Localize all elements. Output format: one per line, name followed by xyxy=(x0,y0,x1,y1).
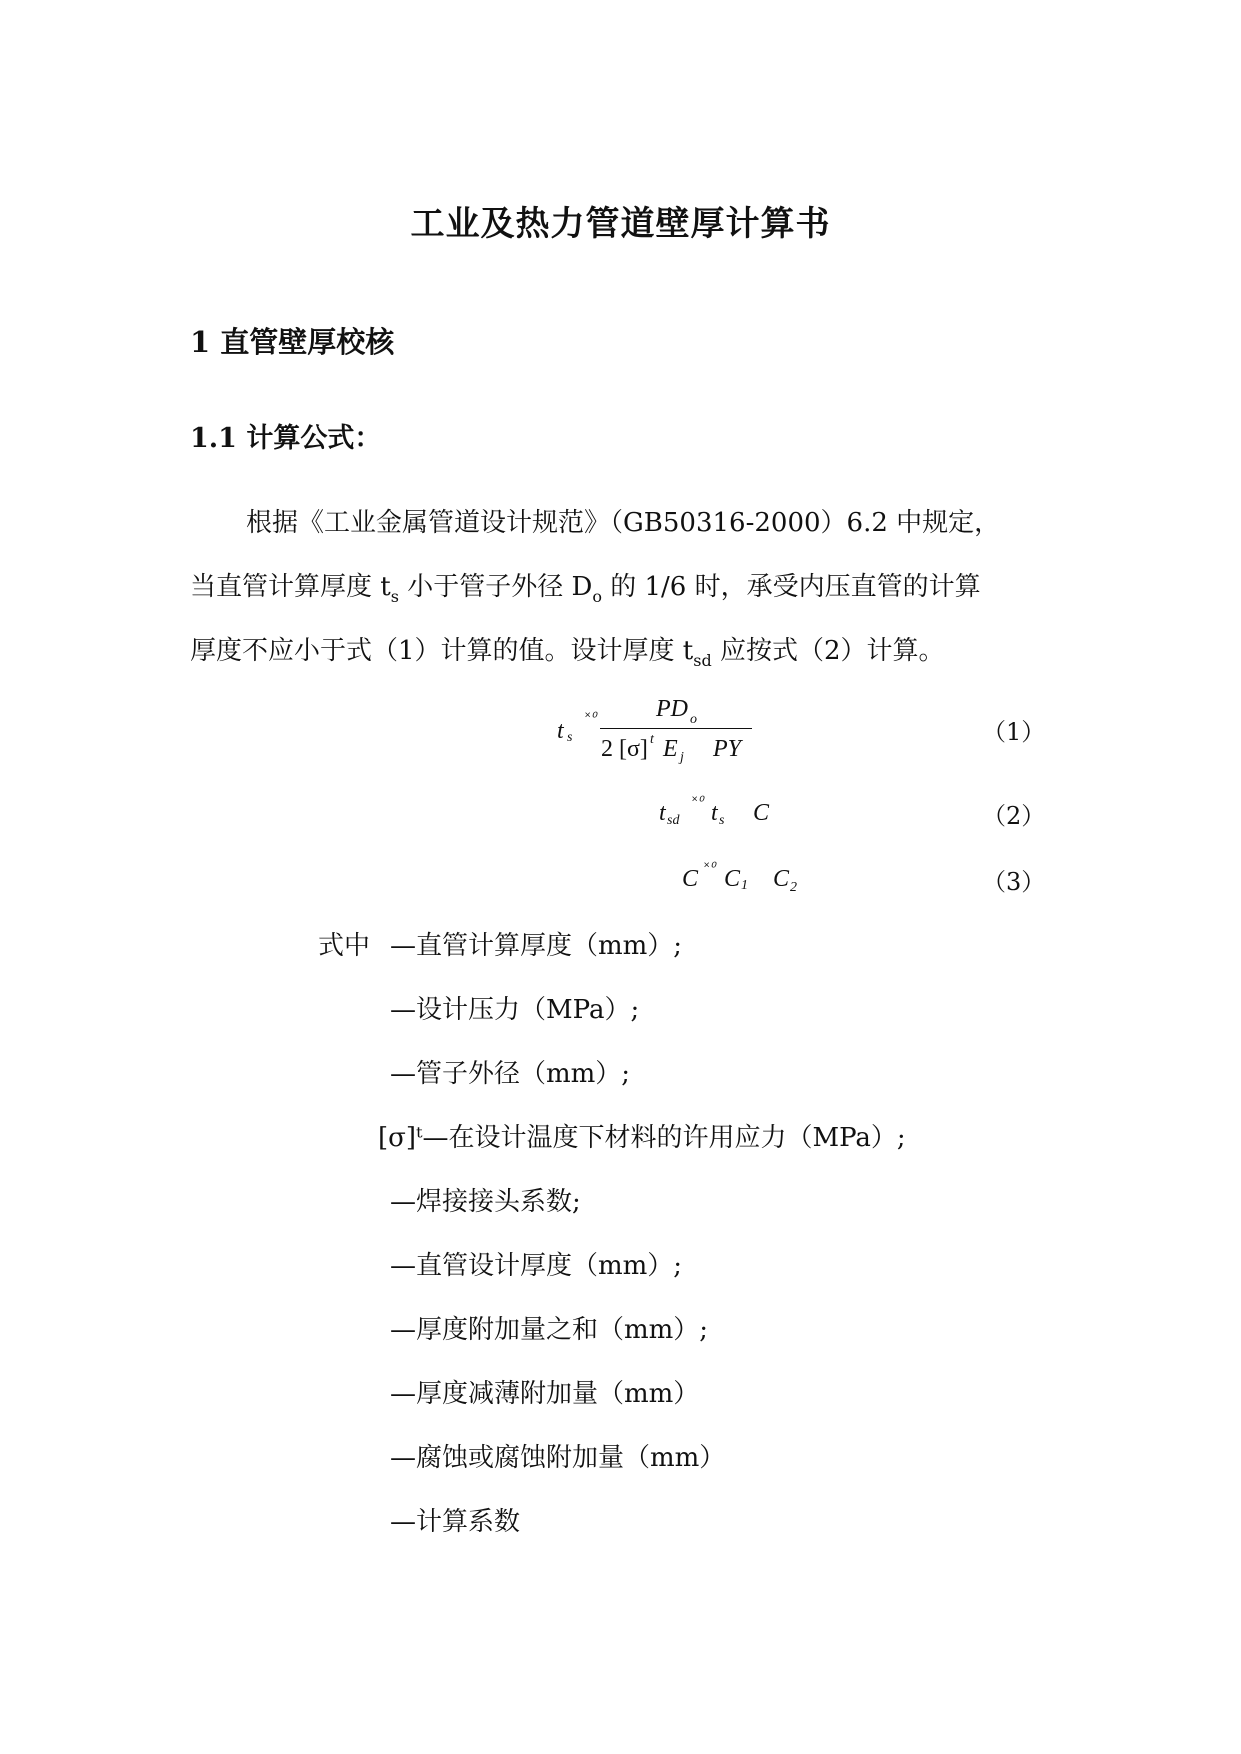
eq3-rhs-2-sub: 2 xyxy=(790,880,797,895)
definition-item: —厚度附加量之和（mm）; xyxy=(390,1315,709,1345)
subscript: o xyxy=(592,587,602,606)
eq1-denominator-sup: t xyxy=(650,732,654,747)
definition-item: —计算系数 xyxy=(390,1507,521,1537)
definition-item: —设计压力（MPa）; xyxy=(390,995,640,1025)
eq1-equals-mark: ˟⁰ xyxy=(585,711,596,726)
eq2-rhs-2: C xyxy=(753,800,770,826)
eq3-rhs-1-sub: 1 xyxy=(741,878,748,893)
definition-item: —厚度减薄附加量（mm） xyxy=(390,1379,700,1409)
intro-text: 当直管计算厚度 t xyxy=(190,572,391,602)
definitions-lead: 式中 xyxy=(318,931,371,961)
document-title: 工业及热力管道壁厚计算书 xyxy=(410,204,831,244)
section-heading-1: 1 直管壁厚校核 xyxy=(190,325,395,359)
intro-line-1: 根据《工业金属管道设计规范》（GB50316-2000）6.2 中规定， xyxy=(246,508,1001,538)
intro-text: 厚度不应小于式（1）计算的值。设计厚度 t xyxy=(190,636,694,666)
definition-item: [σ]ᵗ—在设计温度下材料的许用应力（MPa）; xyxy=(378,1123,906,1153)
eq3-rhs-1: C xyxy=(724,866,741,892)
definition-item: —直管设计厚度（mm）; xyxy=(390,1251,683,1281)
eq1-denominator: 2 [σ] xyxy=(601,736,648,762)
intro-text: 的 1/6 时，承受内压直管的计算 xyxy=(601,572,981,602)
eq3-lhs: C xyxy=(682,866,699,892)
subscript: s xyxy=(390,587,399,606)
eq1-denominator-tail-sub: j xyxy=(680,750,684,765)
eq1-lhs: t xyxy=(557,718,564,744)
eq2-equals-mark: ˟⁰ xyxy=(692,795,703,810)
section-heading-1-1: 1.1 计算公式： xyxy=(190,423,382,454)
eq3-rhs-2: C xyxy=(773,866,790,892)
eq1-numerator-sub: o xyxy=(690,712,697,727)
definition-item: —管子外径（mm）; xyxy=(390,1059,631,1089)
eq1-lhs-sub: s xyxy=(567,730,573,745)
intro-line-3 xyxy=(190,634,945,671)
subscript: sd xyxy=(693,651,712,670)
eq1-denominator-end: PY xyxy=(713,736,742,762)
eq2-lhs-sub: sd xyxy=(667,813,680,828)
eq3-equals-mark: ˟⁰ xyxy=(704,861,715,876)
definition-item: —直管计算厚度（mm）; xyxy=(390,931,683,961)
eq3-number: （3） xyxy=(982,868,1046,896)
eq1-fraction-bar xyxy=(600,728,752,729)
intro-text: 应按式（2）计算。 xyxy=(711,636,945,666)
eq2-number: （2） xyxy=(982,802,1046,830)
intro-line-2 xyxy=(190,570,981,607)
eq1-denominator-tail: E xyxy=(663,736,678,762)
intro-text: 小于管子外径 D xyxy=(398,572,593,602)
definition-item: —腐蚀或腐蚀附加量（mm） xyxy=(390,1443,726,1473)
eq2-rhs-1: t xyxy=(711,800,718,826)
eq1-numerator: PD xyxy=(656,696,688,722)
eq2-rhs-1-sub: s xyxy=(719,813,725,828)
eq2-lhs: t xyxy=(659,800,666,826)
definition-item: —焊接接头系数; xyxy=(390,1187,581,1217)
eq1-number: （1） xyxy=(982,718,1046,746)
